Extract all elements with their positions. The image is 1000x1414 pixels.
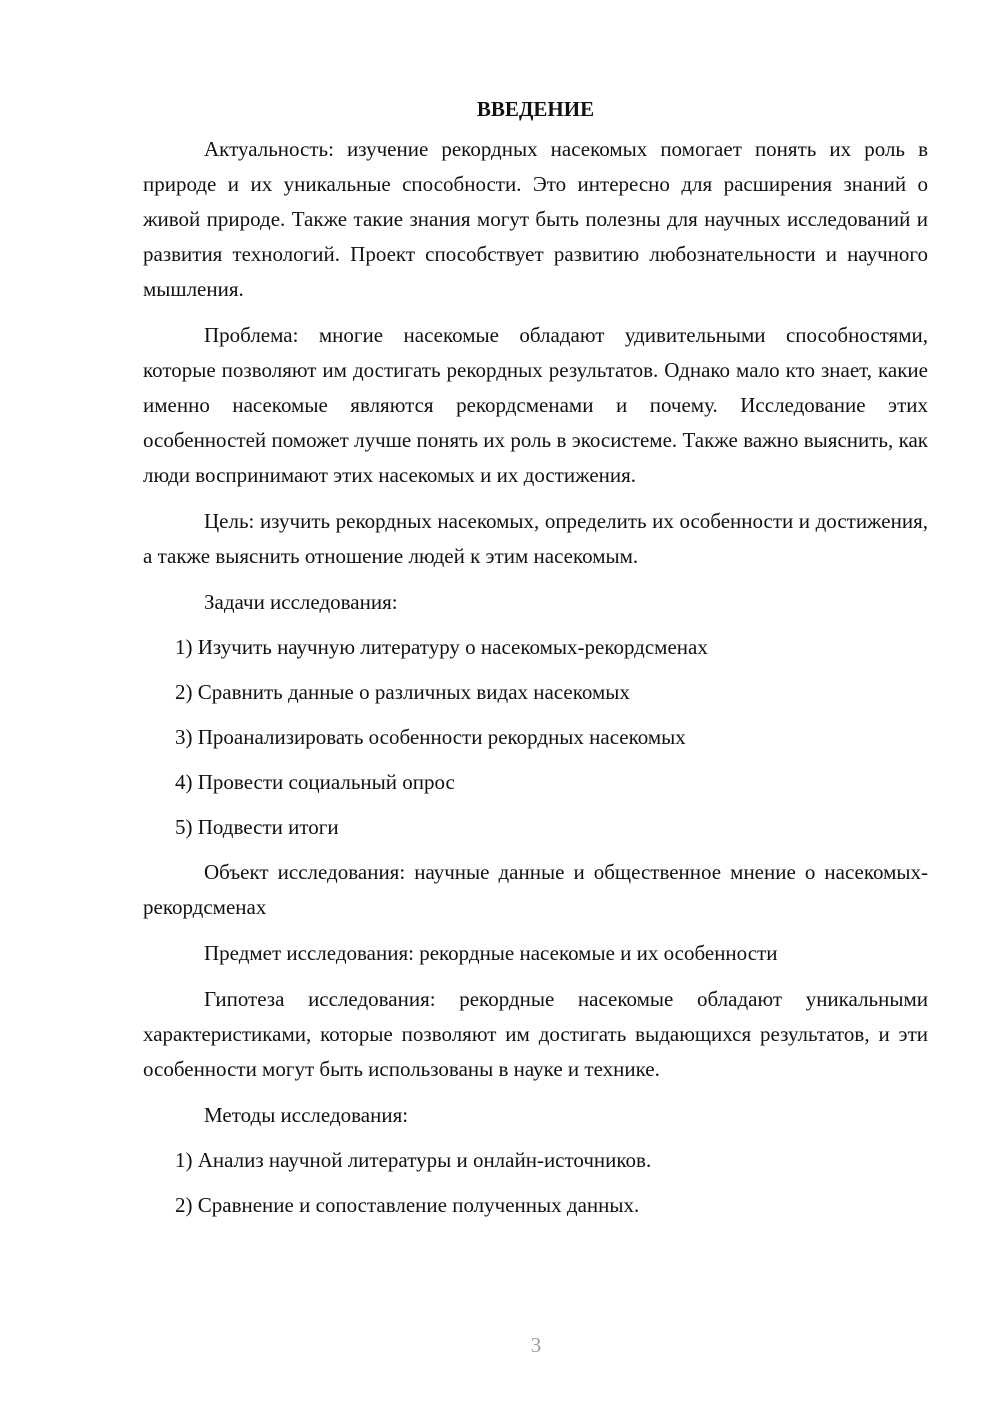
list-item: 5) Подвести итоги [175,815,339,839]
page-number: 3 [530,1333,542,1357]
section-title: ВВЕДЕНИЕ [476,97,595,121]
list-item: 1) Изучить научную литературу о насекомых-рекордсменах [175,635,708,659]
object-paragraph: Объект исследования: научные данные и общественное мнение о насекомых-рекордсменах [143,860,928,919]
list-item: 4) Провести социальный опрос [175,770,455,794]
list-item: 2) Сравнить данные о различных видах насекомых [175,680,630,704]
document-page [143,92,928,1223]
tasks-label: Задачи исследования: [204,590,398,614]
problem-paragraph: Проблема: многие насекомые обладают удивительными способностями, которые позволяют им достигать рекордных результатов. Однако мало кто знает, какие именно насекомые являются рекордсменами и почему. Исследование этих особенностей поможет лучше понять их роль в экосистеме. Также важно выяснить, как люди воспринимают этих насекомых и их достижения. [143,323,928,487]
hypothesis-paragraph: Гипотеза исследования: рекордные насекомые обладают уникальными характеристиками, которые позволяют им достигать выдающихся результатов, и эти особенности могут быть использованы в науке и технике. [143,987,928,1081]
list-item: 1) Анализ научной литературы и онлайн-источников. [175,1148,652,1172]
relevance-paragraph: Актуальность: изучение рекордных насекомых помогает понять их роль в природе и их уникальные способности. Это интересно для расширения знаний о живой природе. Также такие знания могут быть полезны для научных исследований и развития технологий. Проект способствует развитию любознательности и научного мышления. [143,137,928,301]
subject-paragraph: Предмет исследования: рекордные насекомые и их особенности [204,941,778,965]
list-item: 2) Сравнение и сопоставление полученных данных. [175,1193,640,1217]
list-item: 3) Проанализировать особенности рекордных насекомых [175,725,686,749]
goal-paragraph: Цель: изучить рекордных насекомых, определить их особенности и достижения, а также выяснить отношение людей к этим насекомым. [143,509,928,568]
methods-label: Методы исследования: [204,1103,409,1127]
